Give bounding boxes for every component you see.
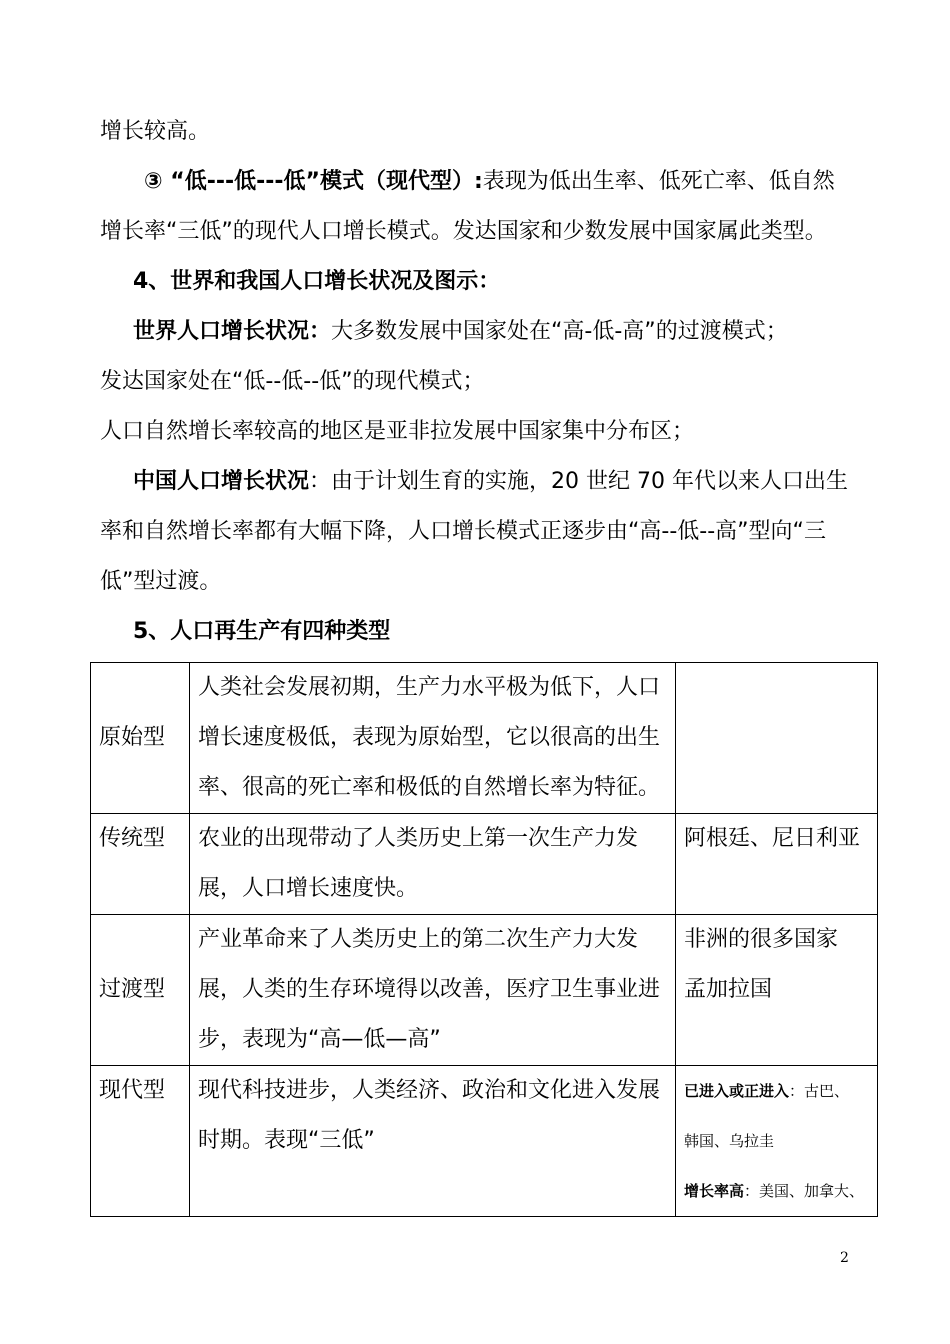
para-line-7: 人口自然增长率较高的地区是亚非拉发展中国家集中分布区； <box>100 419 695 444</box>
example-label: 增长率高 <box>684 1182 745 1200</box>
china-label: 中国人口增长状况 <box>133 469 310 494</box>
example-line: 韩国、乌拉圭 <box>684 1132 775 1150</box>
para-line-6: 发达国家处在“低--低--低”的现代模式； <box>100 369 485 394</box>
type-examples <box>676 1066 878 1217</box>
desc-line: 增长速度极低，表现为原始型，它以很高的出生 <box>198 725 661 750</box>
desc-line: 产业革命来了人类历史上的第二次生产力大发 <box>198 927 639 952</box>
para-line-1: 增长较高。 <box>100 119 211 144</box>
population-types-table <box>90 662 878 1217</box>
section-heading-5: 5、人口再生产有四种类型 <box>133 619 391 644</box>
para-line-8 <box>133 469 848 495</box>
table-row <box>91 915 878 1066</box>
world-label: 世界人口增长状况： <box>133 319 332 344</box>
desc-line: 现代科技进步，人类经济、政治和文化进入发展 <box>198 1078 661 1103</box>
desc-line: 步，表现为“高—低—高” <box>198 1027 441 1052</box>
type-examples <box>676 915 878 1066</box>
para-line-9: 率和自然增长率都有大幅下降，人口增长模式正逐步由“高--低--高”型向“三 <box>100 519 826 544</box>
type-description <box>190 663 676 814</box>
para-line-2 <box>144 169 835 195</box>
desc-line: 农业的出现带动了人类历史上第一次生产力发 <box>198 826 639 851</box>
example-label: 已进入或正进入 <box>684 1082 790 1100</box>
type-examples <box>676 663 878 814</box>
type-name: 原始型 <box>91 663 190 814</box>
para-line-10: 低”型过渡。 <box>100 569 222 594</box>
china-text: ：由于计划生育的实施，20 世纪 70 年代以来人口出生 <box>309 469 848 494</box>
para-line-5 <box>133 319 788 345</box>
desc-line: 展，人口增长速度快。 <box>198 876 419 901</box>
table-row <box>91 1066 878 1217</box>
desc-line: 时期。表现“三低” <box>198 1128 375 1153</box>
example-line <box>684 1166 869 1216</box>
example-line <box>684 1066 869 1116</box>
section-heading-4: 4、世界和我国人口增长状况及图示： <box>133 269 501 294</box>
desc-line: 率、很高的死亡率和极低的自然增长率为特征。 <box>198 775 661 800</box>
example-text: ：古巴、 <box>789 1082 850 1100</box>
type-name: 现代型 <box>91 1066 190 1217</box>
para-line-3: 增长率“三低”的现代人口增长模式。发达国家和少数发展中国家属此类型。 <box>100 219 827 244</box>
type-examples <box>676 814 878 915</box>
desc-line: 展，人类的生存环境得以改善，医疗卫生事业进 <box>198 977 661 1002</box>
type-name: 过渡型 <box>91 915 190 1066</box>
example-line: 孟加拉国 <box>684 977 773 1002</box>
desc-line: 人类社会发展初期，生产力水平极为低下，人口 <box>198 675 661 700</box>
model-heading: ③ “低---低---低”模式（现代型）: <box>144 169 483 194</box>
example-line: 阿根廷、尼日利亚 <box>684 826 861 851</box>
type-description <box>190 814 676 915</box>
type-description <box>190 915 676 1066</box>
table-row <box>91 814 878 915</box>
world-text: 大多数发展中国家处在“高-低-高”的过渡模式； <box>331 319 788 344</box>
example-text: ：美国、加拿大、 <box>744 1182 865 1200</box>
table-row <box>91 663 878 814</box>
type-description <box>190 1066 676 1217</box>
model-text: 表现为低出生率、低死亡率、低自然 <box>482 169 835 194</box>
type-name: 传统型 <box>91 814 190 915</box>
example-line: 非洲的很多国家 <box>684 927 839 952</box>
page-number: 2 <box>840 1250 849 1266</box>
